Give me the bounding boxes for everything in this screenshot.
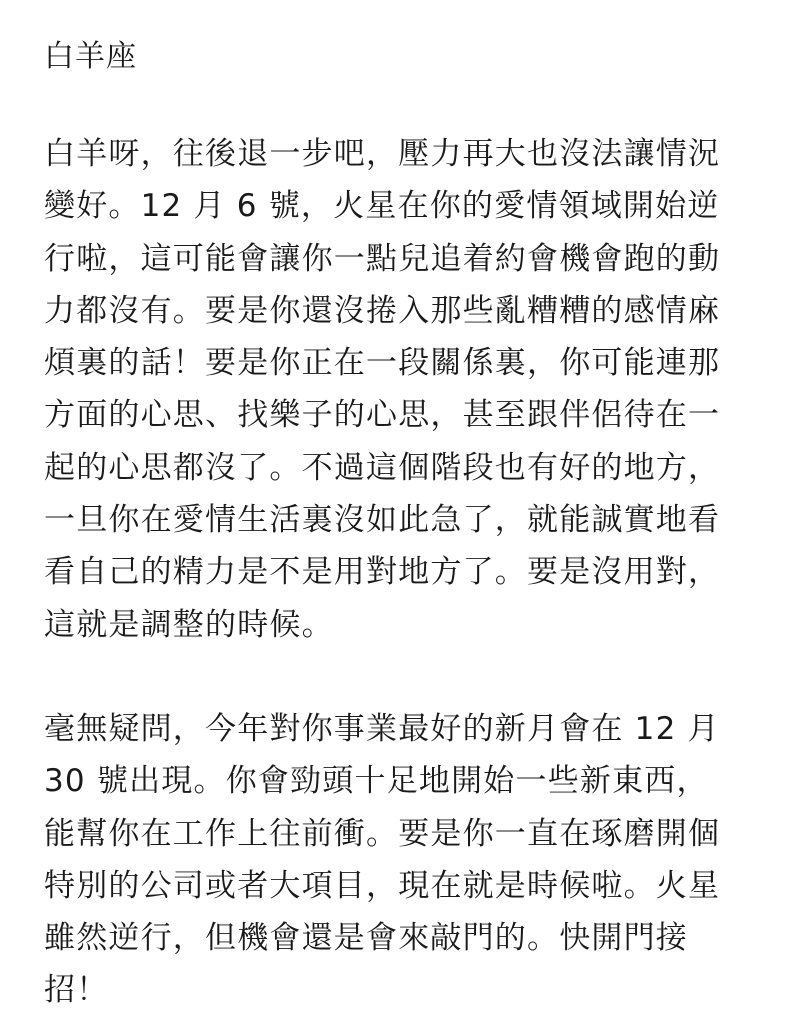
text-line: 毫無疑問，今年對你事業最好的新月會在 12 月	[44, 710, 720, 747]
page-title: 白羊座	[44, 39, 137, 74]
text-line: 煩裏的話！要是你正在一段關係裏，你可能連那	[44, 345, 721, 382]
text-line: 招！	[44, 972, 109, 1009]
text-line: 雖然逆行，但機會還是會來敲門的。快開門接	[44, 920, 688, 957]
text-line: 一旦你在愛情生活裏沒如此急了，就能誠實地看	[44, 502, 721, 539]
text-line: 方面的心思、找樂子的心思，甚至跟伴侶待在一	[44, 397, 721, 434]
text-line: 能幫你在工作上往前衝。要是你一直在琢磨開個	[44, 815, 721, 852]
text-line: 行啦，這可能會讓你一點兒追着約會機會跑的動	[44, 240, 721, 277]
text-line: 變好。12 月 6 號，火星在你的愛情領域開始逆	[44, 188, 720, 225]
text-line: 起的心思都沒了。不過這個階段也有好的地方，	[44, 449, 721, 486]
text-line: 30 號出現。你會勁頭十足地開始一些新東西，	[44, 763, 709, 800]
text-line: 白羊呀，往後退一步吧，壓力再大也沒法讓情況	[44, 136, 721, 172]
paragraph-career	[44, 703, 768, 1017]
text-line: 特別的公司或者大項目，現在就是時候啦。火星	[44, 867, 721, 904]
paragraph-love	[44, 128, 768, 651]
text-line: 這就是調整的時候。	[44, 606, 334, 643]
text-line: 力都沒有。要是你還沒捲入那些亂糟糟的感情麻	[44, 292, 721, 329]
text-line: 看自己的精力是不是用對地方了。要是沒用對，	[44, 554, 721, 591]
